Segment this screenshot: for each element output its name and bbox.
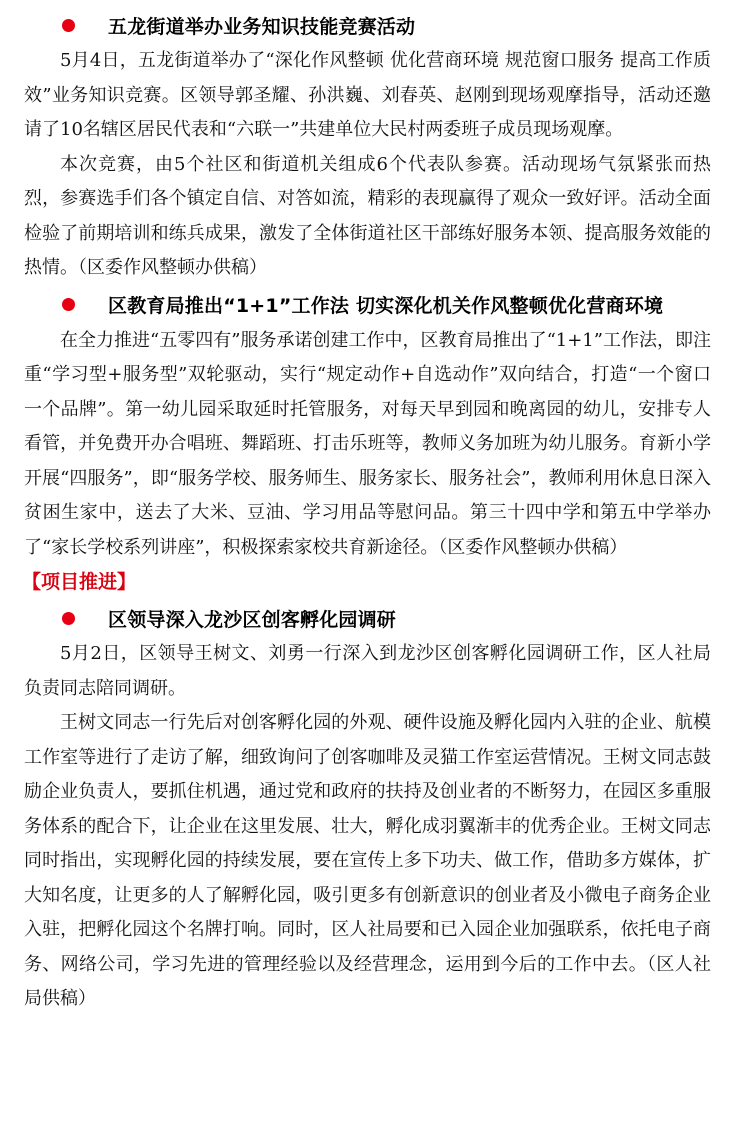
article-paragraph: 5月2日，区领导王树文、刘勇一行深入到龙沙区创客孵化园调研工作，区人社局负责同志陪同调研。 [24, 643, 711, 699]
article-heading [24, 286, 711, 324]
red-bullet-icon [62, 612, 75, 625]
article-paragraph: 在全力推进“五零四有”服务承诺创建工作中，区教育局推出了“1+1”工作法，即注重“学习型+服务型”双轮驱动，实行“规定动作+自选动作”双向结合，打造“一个窗口一个品牌”。第一幼儿园采取延时托管服务，对每天早到园和晚离园的幼儿，安排专人看管，并免费开办合唱班、舞蹈班、打击乐班等，教师义务加班为幼儿服务。育新小学开展“四服务”，即“服务学校、服务师生、服务家长、服务社会”，教师利用休息日深入贫困生家中，送去了大米、豆油、学习用品等慰问品。第三十四中学和第五中学举办了“家长学校系列讲座”，积极探索家校共育新途径。（区委作风整顿办供稿） [24, 329, 711, 558]
section-tag: 【项目推进】 [22, 571, 137, 593]
article-paragraph: 本次竞赛，由5个社区和街道机关组成6个代表队参赛。活动现场气氛紧张而热烈，参赛选手们各个镇定自信、对答如流，精彩的表现赢得了观众一致好评。活动全面检验了前期培训和练兵成果，激发了全体街道社区干部练好服务本领、提高服务效能的热情。（区委作风整顿办供稿） [24, 153, 711, 278]
article-title: 区教育局推出“1+1”工作法 切实深化机关作风整顿优化营商环境 [108, 295, 664, 317]
article-heading [24, 599, 711, 637]
article-paragraph: 王树文同志一行先后对创客孵化园的外观、硬件设施及孵化园内入驻的企业、航模工作室等进行了走访了解，细致询问了创客咖啡及灵猫工作室运营情况。王树文同志鼓励企业负责人，要抓住机遇，通过党和政府的扶持及创业者的不断努力，在园区多重服务体系的配合下，让企业在这里发展、壮大，孵化成羽翼渐丰的优秀企业。王树文同志同时指出，实现孵化园的持续发展，要在宣传上多下功夫、做工作，借助多方媒体，扩大知名度，让更多的人了解孵化园，吸引更多有创新意识的创业者及小微电子商务企业入驻，把孵化园这个名牌打响。同时，区人社局要和已入园企业加强联系，依托电子商务、网络公司，学习先进的管理经验以及经营理念，运用到今后的工作中去。（区人社局供稿） [24, 712, 711, 1009]
article-title: 五龙街道举办业务知识技能竞赛活动 [108, 15, 416, 38]
article-title: 区领导深入龙沙区创客孵化园调研 [108, 608, 397, 631]
red-bullet-icon [62, 19, 75, 32]
article-paragraph: 5月4日，五龙街道举办了“深化作风整顿 优化营商环境 规范窗口服务 提高工作质效”业务知识竞赛。区领导郭圣耀、孙洪巍、刘春英、赵刚到现场观摩指导，活动还邀请了10名辖区居民代表和“六联一”共建单位大民村两委班子成员现场观摩。 [24, 50, 711, 140]
article-heading [24, 6, 711, 44]
red-bullet-icon [62, 298, 75, 311]
